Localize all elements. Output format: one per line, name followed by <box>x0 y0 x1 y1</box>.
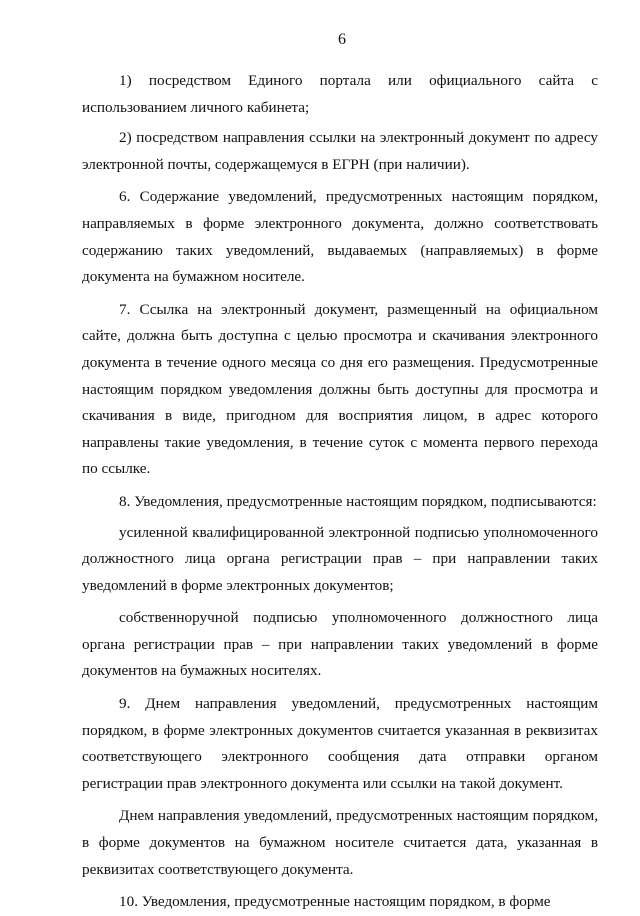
paragraph-8-electronic-signature: усиленной квалифицированной электронной подписью уполномоченного должностного лица органа регистрации прав – при направлении таких уведомлений в форме электронных документов; <box>82 523 598 594</box>
paragraph-8-handwritten-signature: собственноручной подписью уполномоченного должностного лица органа регистрации прав – при направлении таких уведомлений в форме документов на бумажных носителях. <box>82 609 598 680</box>
paragraph-item-1-portal: 1) посредством Единого портала или официального сайта с использованием личного кабинета; <box>82 72 598 116</box>
page-number: 6 <box>338 31 346 48</box>
paragraph-item-2-email-link: 2) посредством направления ссылки на электронный документ по адресу электронной почты, содержащемуся в ЕГРН (при наличии). <box>82 129 598 173</box>
paragraph-9-paper-date: Днем направления уведомлений, предусмотренных настоящим порядком, в форме документов на бумажном носителе считается дата, указанная в реквизитах соответствующего документа. <box>82 807 598 878</box>
paragraph-8-signing: 8. Уведомления, предусмотренные настоящим порядком, подписываются: <box>119 492 597 510</box>
paragraph-6-content-of-notices: 6. Содержание уведомлений, предусмотренных настоящим порядком, направляемых в форме электронного документа, должно соответствовать содержанию таких уведомлений, выдаваемых (направляемых) в форме документа на бумажном носителе. <box>82 188 598 286</box>
paragraph-9-electronic-date: 9. Днем направления уведомлений, предусмотренных настоящим порядком, в форме электронных документов считается указанная в реквизитах соответствующего электронного сообщения дата отправки органом регистрации прав электронного документа или ссылки на такой документ. <box>82 695 598 792</box>
paragraph-7-link-availability: 7. Ссылка на электронный документ, размещенный на официальном сайте, должна быть доступна с целью просмотра и скачивания электронного документа в течение одного месяца со дня его размещения. Предусмотренные настоящим порядком уведомления должны быть доступны для просмотра и скачивания в виде, пригодном для восприятия лицом, в адрес которого направлены такие уведомления, в течение суток с момента первого перехода по ссылке. <box>82 300 598 478</box>
paragraph-10-notices: 10. Уведомления, предусмотренные настоящим порядком, в форме <box>119 893 551 911</box>
